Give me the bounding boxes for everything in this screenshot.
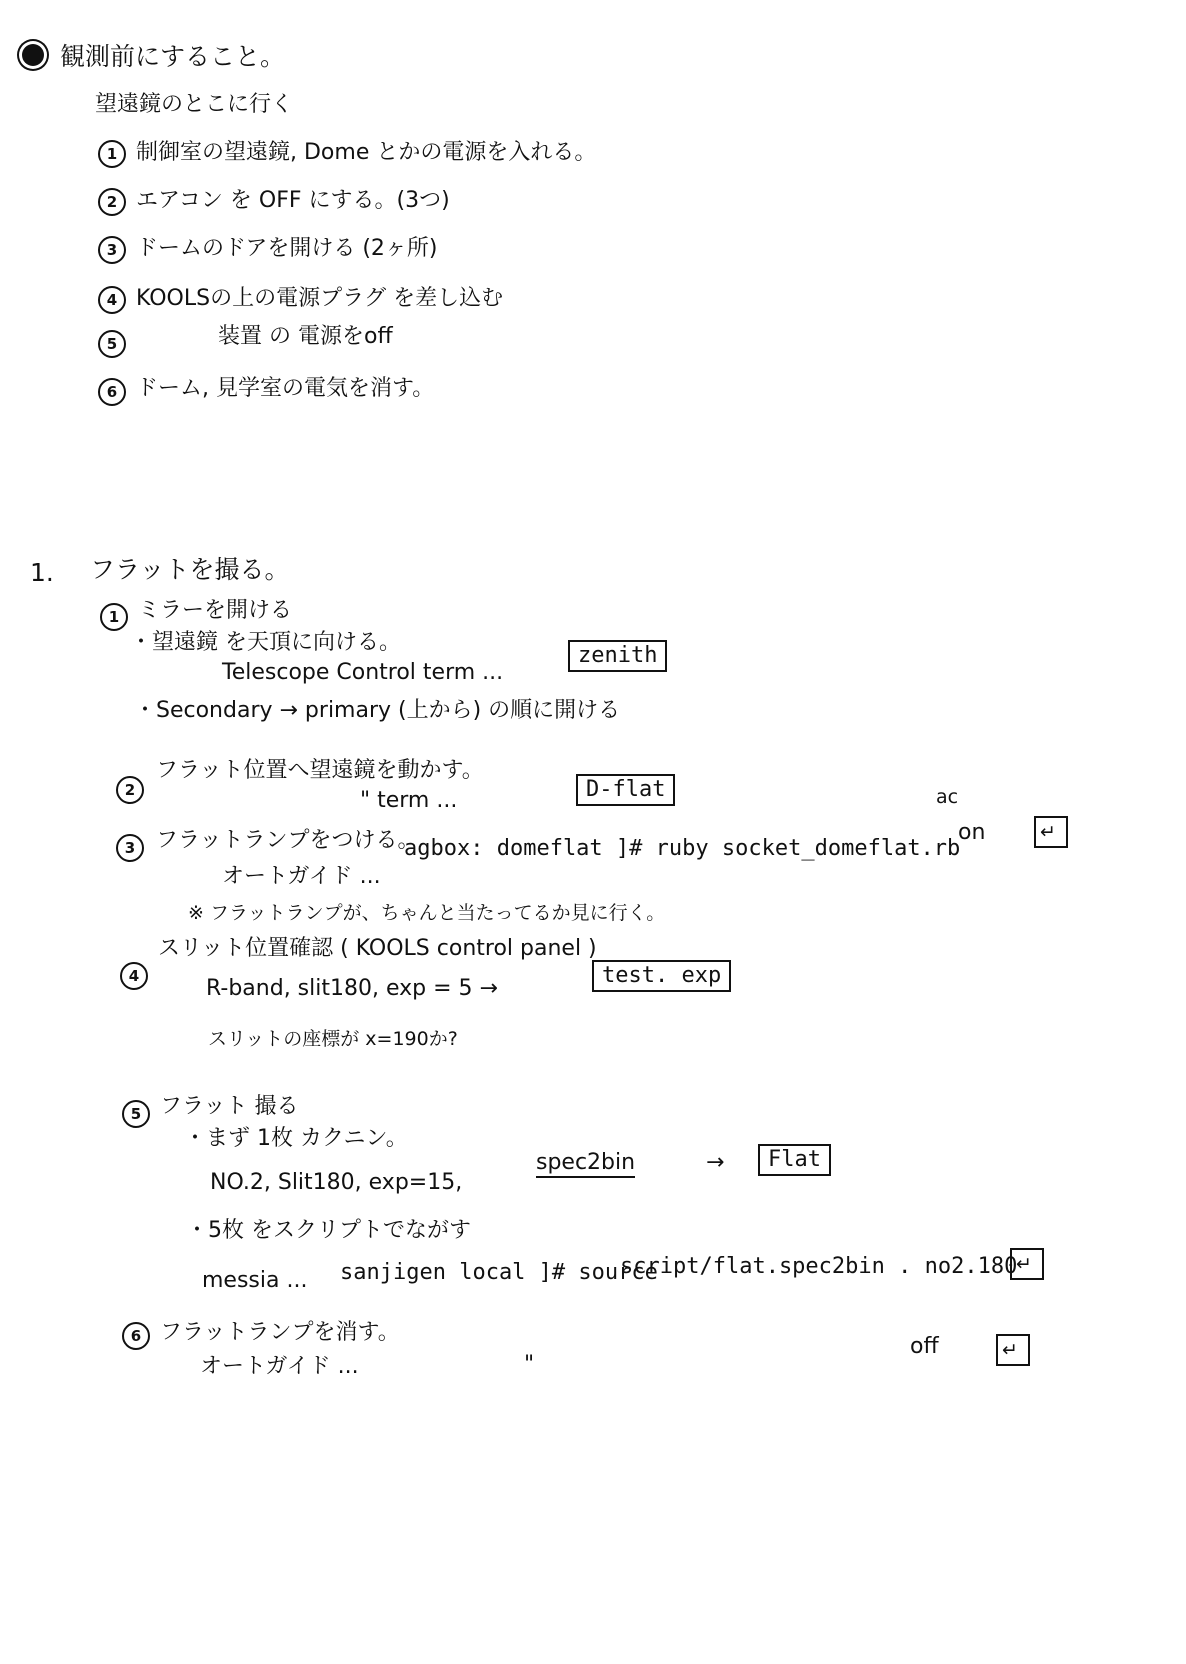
- messia-command: sanjigen local ]# source: [340, 1260, 658, 1285]
- pre-item-4: KOOLSの上の電源プラグ を差し込む: [136, 286, 504, 311]
- step-5-arrow: →: [706, 1150, 725, 1175]
- enter-key-icon-2: [1010, 1248, 1044, 1280]
- step-1-bullet-1: ・望遠鏡 を天頂に向ける。: [130, 630, 401, 655]
- step-2-number: 2: [116, 776, 144, 804]
- step-5-settings: NO.2, Slit180, exp=15,: [210, 1170, 463, 1195]
- step-4-settings: R-band, slit180, exp = 5 →: [206, 976, 498, 1001]
- dflat-button-box: D-flat: [576, 774, 675, 806]
- test-exp-button-box: test. exp: [592, 960, 731, 992]
- flat-button-box: Flat: [758, 1144, 831, 1176]
- step-1-title: ミラーを開ける: [138, 598, 293, 623]
- enter-glyph-3: ↵: [1002, 1339, 1018, 1361]
- enter-key-icon-1: [1034, 816, 1068, 848]
- pre-heading: 観測前にすること。: [60, 42, 286, 71]
- item-number-2: 2: [98, 188, 126, 216]
- ac-annotation: ac: [936, 786, 959, 808]
- pre-item-5: 装置 の 電源をoff: [218, 324, 393, 349]
- step-6-number: 6: [122, 1322, 150, 1350]
- item-number-3: 3: [98, 236, 126, 264]
- autoguide-label-2: オートガイド ...: [200, 1354, 359, 1379]
- step-3-number: 3: [116, 834, 144, 862]
- messia-label: messia ...: [202, 1268, 308, 1293]
- enter-glyph-2: ↵: [1016, 1253, 1032, 1275]
- off-arg: off: [910, 1334, 939, 1359]
- step-4-title: スリット位置確認 ( KOOLS control panel ): [158, 936, 597, 961]
- step-2-term-label: " term ...: [360, 788, 458, 813]
- telescope-control-label: Telescope Control term ...: [222, 660, 504, 685]
- ditto-mark: ": [524, 1352, 535, 1377]
- enter-glyph-1: ↵: [1040, 821, 1056, 843]
- pre-item-3: ドームのドアを開ける (2ヶ所): [136, 236, 438, 261]
- pre-subheading: 望遠鏡のとこに行く: [95, 92, 294, 117]
- pre-item-1: 制御室の望遠鏡, Dome とかの電源を入れる。: [136, 140, 597, 165]
- step-5-number: 5: [122, 1100, 150, 1128]
- autoguide-label-1: オートガイド ...: [222, 864, 381, 889]
- item-number-4: 4: [98, 286, 126, 314]
- step-5-bullet-1: ・まず 1枚 カクニン。: [184, 1126, 408, 1151]
- domeflat-on-arg: on: [958, 820, 986, 845]
- step-3-note: ※ フラットランプが、ちゃんと当たってるか見に行く。: [188, 902, 666, 924]
- section-bullet-icon: [22, 44, 44, 66]
- zenith-button-box: zenith: [568, 640, 667, 672]
- spec2bin-label: spec2bin: [536, 1152, 635, 1178]
- step-4-question: スリットの座標が x=190か?: [208, 1028, 458, 1050]
- pre-item-6: ドーム, 見学室の電気を消す。: [136, 376, 435, 401]
- domeflat-command: agbox: domeflat ]# ruby socket_domeflat.rb: [404, 836, 961, 861]
- step-5-bullet-2: ・5枚 をスクリプトでながす: [186, 1218, 471, 1243]
- pre-item-2: エアコン を OFF にする。(3つ): [136, 188, 450, 213]
- step-5-title: フラット 撮る: [160, 1094, 299, 1119]
- section-1-number: 1.: [30, 558, 54, 587]
- enter-key-icon-3: [996, 1334, 1030, 1366]
- item-number-5: 5: [98, 330, 126, 358]
- item-number-1: 1: [98, 140, 126, 168]
- step-1-bullet-2: ・Secondary → primary (上から) の順に開ける: [134, 698, 621, 723]
- messia-command-script: script/flat.spec2bin . no2.180: [620, 1254, 1018, 1279]
- step-4-number: 4: [120, 962, 148, 990]
- step-6-title: フラットランプを消す。: [160, 1320, 400, 1345]
- item-number-6: 6: [98, 378, 126, 406]
- step-2-title: フラット位置へ望遠鏡を動かす。: [156, 758, 484, 783]
- step-1-number: 1: [100, 603, 128, 631]
- section-1-title: フラットを撮る。: [90, 555, 290, 584]
- step-3-title: フラットランプをつける。: [156, 828, 420, 853]
